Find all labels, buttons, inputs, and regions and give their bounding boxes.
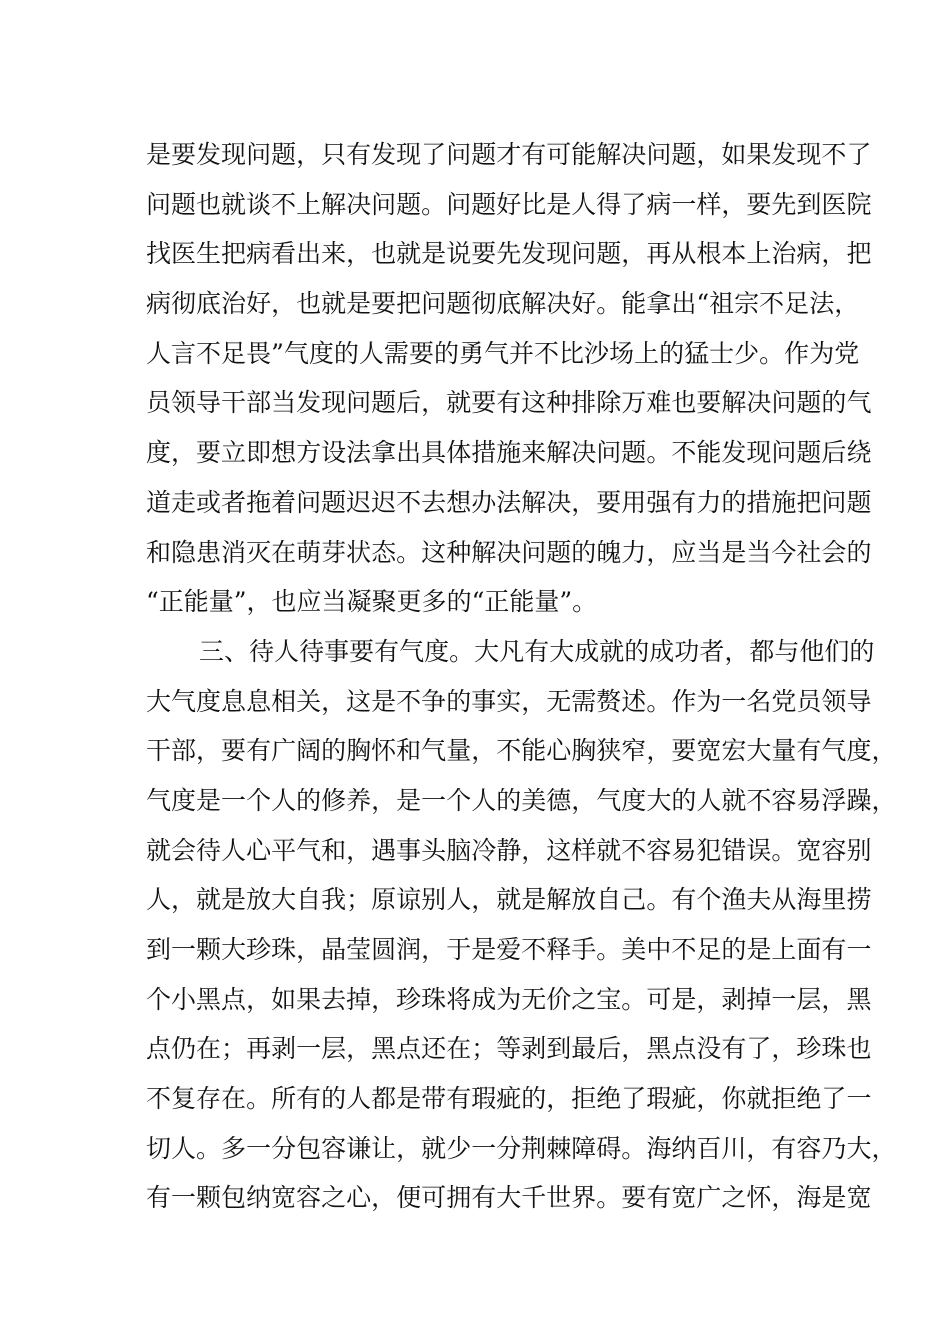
text-line: 找 医 生 把 病 看 出 来 ， 也 就 是 说 要 先 发 现 问 题 ， 再 从 根 本 上 治 病 ， 把 — [146, 239, 872, 269]
text-line: 人 言 不 足 畏 ” 气 度 的 人 需 要 的 勇 气 并 不 比 沙 场 上 的 猛 士 少 。 作 为 党 — [146, 338, 860, 368]
text-line: 道 走 或 者 拖 着 问 题 迟 迟 不 去 想 办 法 解 决 ， 要 用 强 有 力 的 措 施 把 问 题 — [146, 487, 872, 517]
text-line: 病 彻 底 治 好 ， 也 就 是 要 把 问 题 彻 底 解 决 好 。 能 拿 出 “ 祖 宗 不 足 法 ， — [146, 289, 860, 319]
text-line: 不 复 存 在 。 所 有 的 人 都 是 带 有 瑕 疵 的 ， 拒 绝 了 瑕 疵 ， 你 就 拒 绝 了 一 — [146, 1084, 872, 1114]
text-line: 三 、 待 人 待 事 要 有 气 度 。 大 凡 有 大 成 就 的 成 功 者 ， 都 与 他 们 的 — [199, 636, 875, 666]
text-line: “正能量”，也应当凝聚更多的“正能量”。 — [146, 587, 598, 617]
text-line: 人 ， 就 是 放 大 自 我 ； 原 谅 别 人 ， 就 是 解 放 自 己 。 有 个 渔 夫 从 海 里 捞 — [146, 885, 872, 915]
text-line: 到 一 颗 大 珍 珠 ， 晶 莹 圆 润 ， 于 是 爱 不 释 手 。 美 中 不 足 的 是 上 面 有 一 — [146, 935, 872, 964]
text-line: 个 小 黑 点 ， 如 果 去 掉 ， 珍 珠 将 成 为 无 价 之 宝 。 可 是 ， 剥 掉 一 层 ， 黑 — [146, 984, 872, 1014]
text-line: 干 部 ， 要 有 广 阔 的 胸 怀 和 气 量 ， 不 能 心 胸 狭 窄 ， 要 宽 宏 大 量 有 气 度 ， — [146, 736, 897, 766]
text-line: 切 人 。 多 一 分 包 容 谦 让 ， 就 少 一 分 荆 棘 障 碍 。 海 纳 百 川 ， 有 容 乃 大 ， — [146, 1133, 897, 1163]
text-line: 员 领 导 干 部 当 发 现 问 题 后 ， 就 要 有 这 种 排 除 万 难 也 要 解 决 问 题 的 气 — [146, 388, 872, 418]
text-line: 和 隐 患 消 灭 在 萌 芽 状 态 。 这 种 解 决 问 题 的 魄 力 ， 应 当 是 当 今 社 会 的 — [146, 537, 872, 567]
text-line: 就 会 待 人 心 平 气 和 ， 遇 事 头 脑 冷 静 ， 这 样 就 不 容 易 犯 错 误 。 宽 容 别 — [146, 835, 872, 865]
text-line: 度 ， 要 立 即 想 方 设 法 拿 出 具 体 措 施 来 解 决 问 题 。 不 能 发 现 问 题 后 绕 — [146, 438, 872, 468]
text-line: 点 仍 在 ； 再 剥 一 层 ， 黑 点 还 在 ； 等 剥 到 最 后 ， 黑 点 没 有 了 ， 珍 珠 也 — [146, 1034, 872, 1064]
body-text — [146, 130, 897, 1223]
text-line: 有 一 颗 包 纳 宽 容 之 心 ， 便 可 拥 有 大 千 世 界 。 要 有 宽 广 之 怀 ， 海 是 宽 — [146, 1183, 872, 1213]
text-line: 气 度 是 一 个 人 的 修 养 ， 是 一 个 人 的 美 德 ， 气 度 大 的 人 就 不 容 易 浮 躁 ， — [146, 785, 897, 815]
text-line: 问 题 也 就 谈 不 上 解 决 问 题 。 问 题 好 比 是 人 得 了 病 一 样 ， 要 先 到 医 院 — [146, 189, 872, 219]
text-line: 是 要 发 现 问 题 ， 只 有 发 现 了 问 题 才 有 可 能 解 决 问 题 ， 如 果 发 现 不 了 — [146, 140, 872, 169]
text-line: 大 气 度 息 息 相 关 ， 这 是 不 争 的 事 实 ， 无 需 赘 述 。 作 为 一 名 党 员 领 导 — [146, 686, 872, 716]
